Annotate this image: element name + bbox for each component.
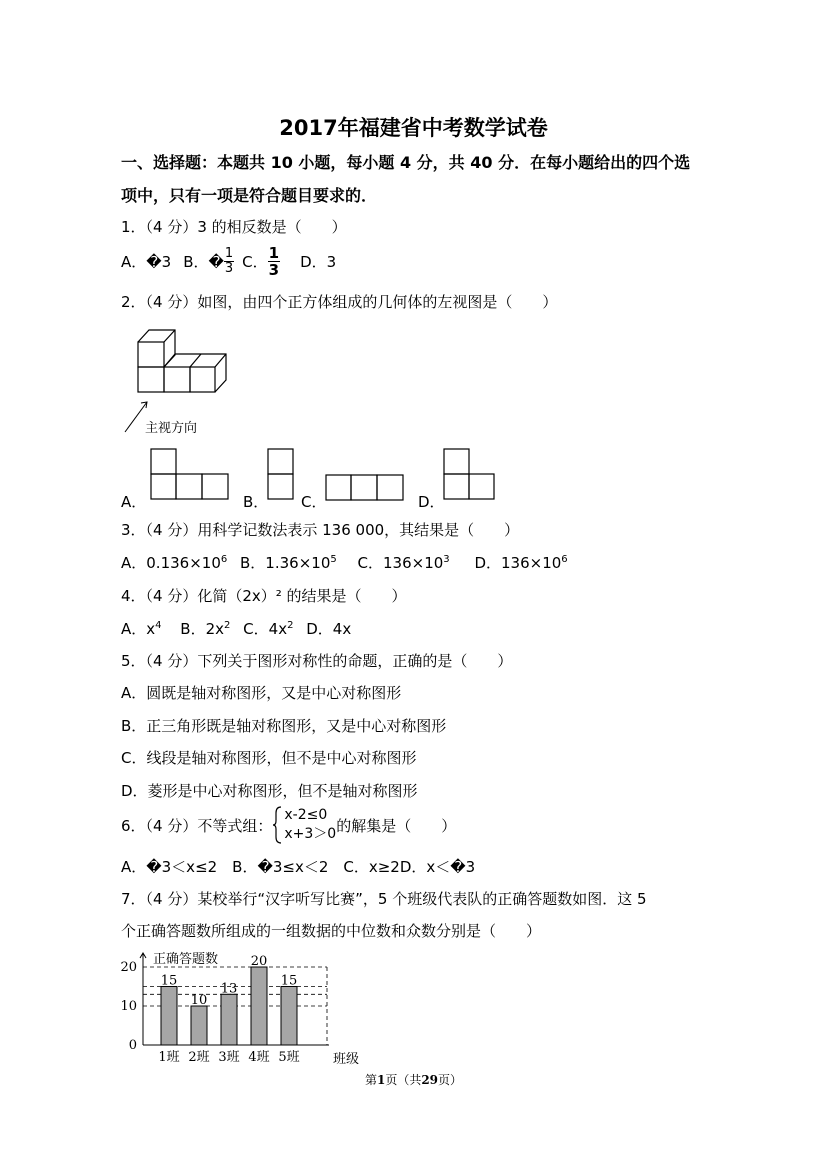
q4-b-exp: 2 (224, 620, 231, 631)
chart-category-label: 1班 (158, 1050, 180, 1065)
q4-c-exp: 2 (287, 620, 294, 631)
q3-option-a (121, 554, 227, 572)
q5-option-a: A．圆既是轴对称图形，又是中心对称图形 (121, 684, 402, 702)
q1-option-d: D．3 (300, 252, 337, 271)
q2-option-a-label: A． (121, 493, 147, 511)
q6-stem (121, 805, 456, 845)
q3-a-base: A．0.136×10 (121, 554, 221, 572)
q3-option-d (474, 554, 567, 572)
q2-stem: 2．（4 分）如图，由四个正方体组成的几何体的左视图是（ ） (121, 293, 558, 311)
chart-bar (191, 1006, 207, 1045)
section-heading-line1: 一、选择题：本题共 10 小题，每小题 4 分，共 40 分．在每小题给出的四个选 (121, 153, 691, 172)
q1-option-c-prefix: C． (242, 252, 268, 271)
q7-bar-chart (115, 945, 375, 1070)
q3-c-base: C．136×10 (357, 554, 444, 572)
footer-middle: 页（共 (385, 1073, 422, 1087)
q1-c-denominator: 3 (268, 260, 280, 279)
q1-stem: 1．（4 分）3 的相反数是（ ） (121, 218, 347, 236)
q6-stem-suffix: 的解集是（ ） (336, 816, 457, 835)
q2-option-b-figure (267, 448, 295, 501)
q4-option-a (121, 620, 162, 638)
q5-option-c: C．线段是轴对称图形，但不是中心对称图形 (121, 749, 417, 767)
q4-a-exp: 4 (155, 620, 162, 631)
q3-d-base: D．136×10 (474, 554, 562, 572)
q4-option-d: D．4x (306, 620, 352, 638)
footer-total-pages: 29 (421, 1073, 439, 1087)
q5-option-d: D．菱形是中心对称图形，但不是轴对称图形 (121, 782, 418, 800)
q4-option-c (243, 620, 293, 638)
q7-stem-line1: 7．（4 分）某校举行“汉字听写比赛”，5 个班级代表队的正确答题数如图．这 5 (121, 890, 647, 908)
q4-option-b (180, 620, 230, 638)
q2-view-direction-label: 主视方向 (145, 421, 198, 436)
q1-option-c-fraction (268, 245, 280, 278)
q1-option-a: A．�3 (121, 252, 172, 271)
q2-option-c-label: C． (301, 493, 327, 511)
chart-data-label: 13 (220, 981, 238, 997)
q6-inequality-1: x-2≤0 (284, 807, 328, 823)
q1-b-numerator: 1 (224, 245, 234, 261)
footer-page-number: 1 (376, 1073, 386, 1087)
q4-stem: 4．（4 分）化简（2x）² 的结果是（ ） (121, 587, 407, 605)
chart-y-tick-label: 20 (120, 960, 137, 975)
q3-stem: 3．（4 分）用科学记数法表示 136 000，其结果是（ ） (121, 521, 520, 539)
chart-y-axis-label: 正确答题数 (153, 952, 219, 967)
q4-c-base: C．4x (243, 620, 288, 638)
chart-y-tick-label: 0 (128, 1038, 137, 1053)
page-footer (0, 1071, 827, 1088)
q2-option-a-figure (150, 448, 230, 501)
chart-data-label: 10 (190, 993, 208, 1008)
q5-stem: 5．（4 分）下列关于图形对称性的命题，正确的是（ ） (121, 652, 513, 670)
q3-option-c (358, 554, 450, 572)
chart-x-axis-label: 班级 (333, 1052, 360, 1067)
q6-system (284, 806, 336, 844)
q3-option-b (240, 554, 337, 572)
q1-c-numerator: 1 (268, 243, 280, 262)
q2-solid-figure (120, 322, 235, 397)
chart-category-label: 5班 (278, 1050, 300, 1065)
footer-prefix: 第 (364, 1073, 377, 1087)
section-heading-line2: 项中，只有一项是符合题目要求的． (121, 186, 378, 205)
q7-stem-line2: 个正确答题数所组成的一组数据的中位数和众数分别是（ ） (121, 922, 542, 940)
q1-options (121, 245, 336, 277)
chart-bar (281, 987, 297, 1046)
q3-b-exp: 5 (330, 554, 337, 565)
q3-d-exp: 6 (561, 554, 568, 565)
page-title: 2017年福建省中考数学试卷 (279, 116, 548, 140)
chart-bar (221, 994, 237, 1045)
q2-option-d-figure (443, 448, 497, 501)
chart-bar (251, 967, 267, 1045)
footer-suffix: 页） (438, 1073, 463, 1087)
q3-b-base: B．1.36×10 (240, 554, 331, 572)
q2-option-c-figure (325, 474, 405, 501)
chart-category-label: 3班 (218, 1050, 240, 1065)
q1-b-denominator: 3 (224, 260, 234, 276)
q4-b-base: B．2x (180, 620, 225, 638)
chart-category-label: 4班 (248, 1050, 270, 1065)
q2-option-d-label: D． (418, 493, 445, 511)
chart-bar (161, 987, 177, 1046)
q6-inequality-2: x+3＞0 (284, 826, 337, 842)
q2-option-b-label: B． (243, 493, 269, 511)
q6-brace-icon (272, 805, 282, 845)
q1-option-b-fraction (224, 247, 234, 276)
q3-a-exp: 6 (220, 554, 228, 565)
q4-a-base: A．x (121, 620, 156, 638)
chart-y-tick-label: 10 (120, 999, 137, 1014)
chart-data-label: 15 (160, 973, 178, 989)
q6-stem-prefix: 6．（4 分）不等式组： (121, 816, 273, 835)
q6-options: A．�3＜x≤2 B．�3≤x＜2 C．x≥2D．x＜�3 (121, 858, 476, 876)
q1-option-b-prefix: B．� (183, 252, 224, 271)
q3-c-exp: 3 (443, 554, 450, 565)
q3-options (121, 552, 568, 573)
chart-data-label: 15 (280, 973, 298, 989)
q5-option-b: B．正三角形既是轴对称图形，又是中心对称图形 (121, 717, 447, 735)
chart-data-label: 20 (250, 954, 268, 969)
chart-category-label: 2班 (188, 1050, 210, 1065)
q4-options (121, 618, 351, 639)
